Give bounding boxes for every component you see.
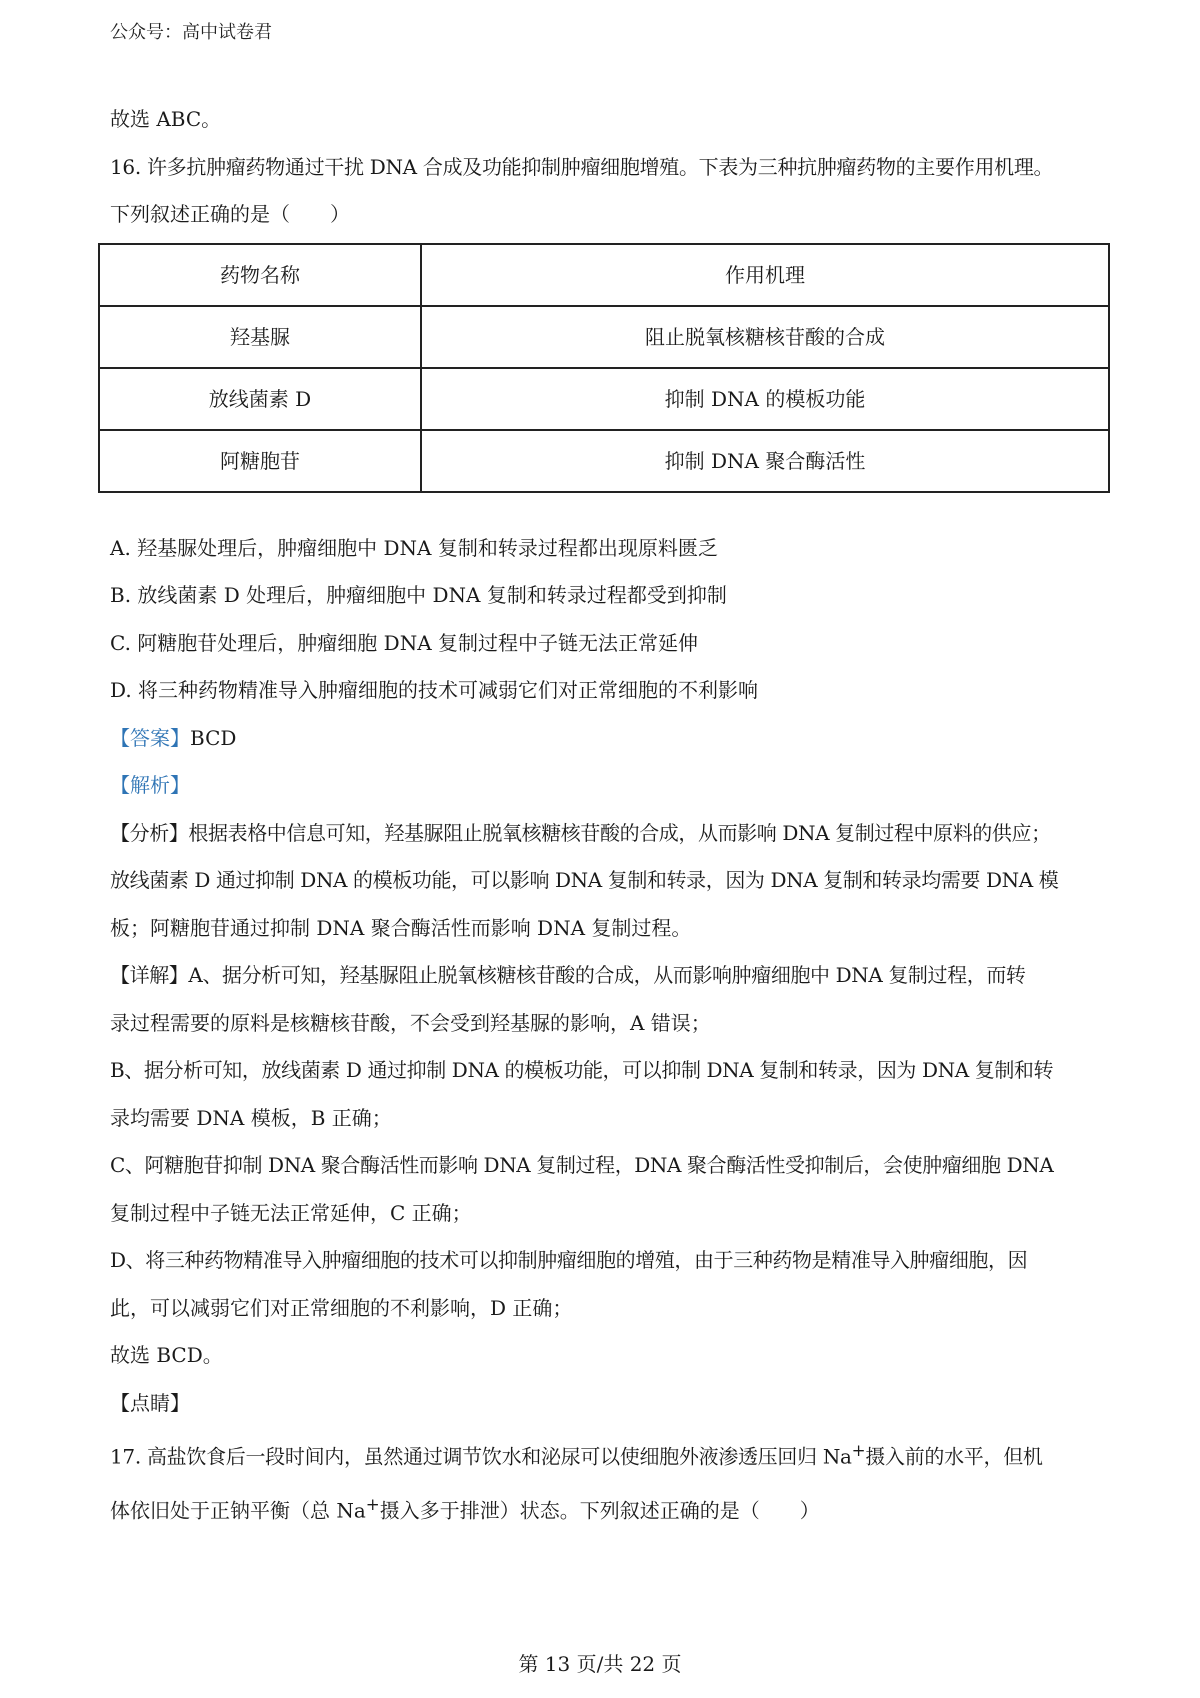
table-header-cell: 药物名称	[99, 244, 421, 306]
drug-mechanism-table	[98, 243, 1110, 493]
table-cell: 放线菌素 D	[99, 368, 421, 430]
explanation-line: C、阿糖胞苷抑制 DNA 聚合酶活性而影响 DNA 复制过程，DNA 聚合酶活性受抑制后，会使肿瘤细胞 DNA	[110, 1153, 1054, 1177]
table-row	[99, 368, 1109, 430]
page-number: 第 13 页/共 22 页	[518, 1652, 682, 1676]
table-header-cell: 作用机理	[421, 244, 1109, 306]
explanation-line: 放线菌素 D 通过抑制 DNA 的模板功能，可以影响 DNA 复制和转录，因为 DNA 复制和转录均需要 DNA 模	[110, 868, 1059, 892]
explanation-line: 板；阿糖胞苷通过抑制 DNA 聚合酶活性而影响 DNA 复制过程。	[110, 915, 692, 940]
q17-text: 摄入多于排泄）状态。下列叙述正确的是（ ）	[379, 1498, 820, 1523]
explanation-line: B、据分析可知，放线菌素 D 通过抑制 DNA 的模板功能，可以抑制 DNA 复制和转录，因为 DNA 复制和转	[110, 1058, 1054, 1082]
q16-stem-line2: 下列叙述正确的是（ ）	[110, 202, 350, 226]
table-cell: 羟基脲	[99, 306, 421, 368]
explanation-line: 复制过程中子链无法正常延伸，C 正确；	[110, 1200, 472, 1225]
table-cell: 阿糖胞苷	[99, 430, 421, 492]
superscript: +	[851, 1441, 866, 1460]
q16-stem-line1: 16. 许多抗肿瘤药物通过干扰 DNA 合成及功能抑制肿瘤细胞增殖。下表为三种抗肿瘤药物的主要作用机理。	[110, 154, 1054, 179]
table-cell: 阻止脱氧核糖核苷酸的合成	[421, 306, 1109, 368]
superscript: +	[365, 1495, 380, 1515]
explanation-line: 【点睛】	[110, 1390, 190, 1415]
q17-stem-line2	[110, 1481, 1120, 1535]
analysis-tag: 【解析】	[110, 773, 190, 797]
option-b: B. 放线菌素 D 处理后，肿瘤细胞中 DNA 复制和转录过程都受到抑制	[110, 583, 727, 607]
explanation-line: D、将三种药物精准导入肿瘤细胞的技术可以抑制肿瘤细胞的增殖，由于三种药物是精准导入肿瘤细胞，因	[110, 1248, 1028, 1272]
q17-text: 17. 高盐饮食后一段时间内，虽然通过调节饮水和泌尿可以使细胞外液渗透压回归 Na	[110, 1444, 852, 1469]
table-row	[99, 430, 1109, 492]
table-header-row	[99, 244, 1109, 306]
explanation-line: 【分析】根据表格中信息可知，羟基脲阻止脱氧核糖核苷酸的合成，从而影响 DNA 复制过程中原料的供应；	[110, 820, 1051, 845]
explanation-line: 录过程需要的原料是核糖核苷酸，不会受到羟基脲的影响，A 错误；	[110, 1010, 711, 1035]
answer-value: BCD	[190, 725, 237, 750]
q17-text: 摄入前的水平，但机	[865, 1444, 1043, 1469]
table-row	[99, 306, 1109, 368]
page-content	[110, 96, 1120, 1535]
explanation-line: 录均需要 DNA 模板，B 正确；	[110, 1105, 392, 1130]
answer-tag: 【答案】	[110, 725, 190, 750]
explanation-line: 【详解】A、据分析可知，羟基脲阻止脱氧核糖核苷酸的合成，从而影响肿瘤细胞中 DNA 复制过程，而转	[110, 963, 1026, 987]
page-header: 公众号：高中试卷君	[110, 22, 272, 43]
option-a: A. 羟基脲处理后，肿瘤细胞中 DNA 复制和转录过程都出现原料匮乏	[110, 535, 718, 560]
option-d: D. 将三种药物精准导入肿瘤细胞的技术可减弱它们对正常细胞的不利影响	[110, 678, 759, 702]
q17-stem-line1	[110, 1427, 1120, 1481]
table-cell: 抑制 DNA 的模板功能	[421, 368, 1109, 430]
explanation-line: 故选 BCD。	[110, 1343, 223, 1367]
answer-line	[110, 715, 1120, 763]
q17-text: 体依旧处于正钠平衡（总 Na	[110, 1498, 366, 1523]
option-c: C. 阿糖胞苷处理后，肿瘤细胞 DNA 复制过程中子链无法正常延伸	[110, 630, 698, 655]
explanation-line: 此，可以减弱它们对正常细胞的不利影响，D 正确；	[110, 1295, 573, 1320]
table-cell: 抑制 DNA 聚合酶活性	[421, 430, 1109, 492]
previous-answer: 故选 ABC。	[110, 107, 222, 131]
